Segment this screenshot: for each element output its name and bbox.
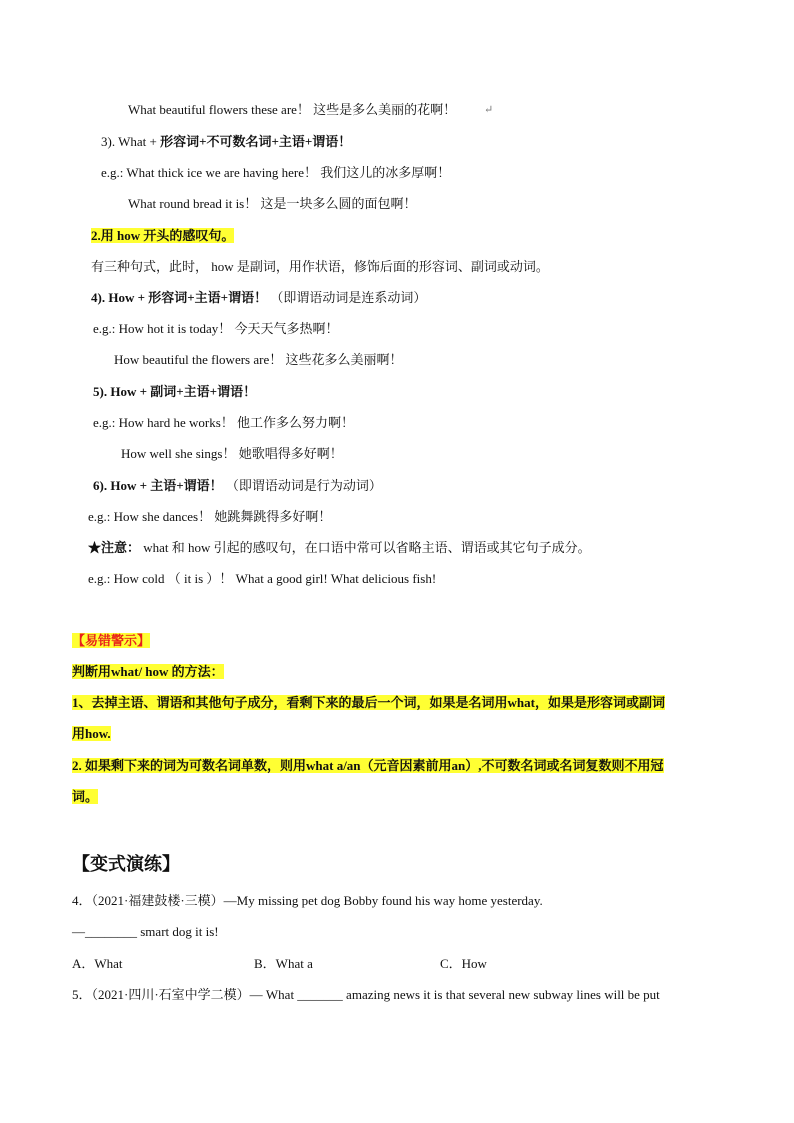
pattern-6-note: （即谓语动词是行为动词） (222, 478, 382, 493)
question-4-answer-line: —________ smart dog it is! (72, 924, 219, 939)
pattern-5-formula: 副词+主语+谓语！ (150, 384, 257, 399)
example-line: e.g.: How hot it is today！ 今天天气多热啊！ (93, 321, 339, 336)
pattern-4-formula: 形容词+主语+谓语！ (148, 290, 268, 305)
paragraph-mark: ↵ (484, 104, 494, 116)
warning-method: 判断用what/ how 的方法： (72, 664, 224, 679)
pattern-5-prefix: 5). How + (93, 384, 151, 399)
pattern-3 (101, 133, 351, 151)
pattern-6-formula: 主语+谓语！ (150, 478, 223, 493)
warning-rule-1-cont: 用how. (72, 726, 111, 741)
pattern-4 (91, 289, 426, 307)
practice-heading: 【变式演练】 (72, 854, 180, 874)
option-b[interactable]: B．What a (254, 956, 313, 971)
pattern-3-prefix: 3). What + (101, 134, 161, 149)
warning-rule-2-cont: 词。 (72, 789, 99, 804)
pattern-4-note: （即谓语动词是连系动词） (267, 290, 427, 305)
question-4: 4．（2021·福建鼓楼·三模）—My missing pet dog Bobby found his way home yesterday. (72, 893, 543, 908)
example-line: How well she sings！ 她歌唱得多好啊！ (121, 446, 343, 461)
example-line: e.g.: How cold （ it is ）！ What a good girl! What delicious fish! (88, 571, 437, 586)
example-line: What round bread it is！ 这是一块多么圆的面包啊！ (128, 196, 417, 211)
example-line: e.g.: How she dances！ 她跳舞跳得多好啊！ (88, 509, 332, 524)
pattern-4-prefix: 4). How + (91, 290, 149, 305)
note-text: what 和 how 引起的感叹句，在口语中常可以省略主语、谓语或其它句子成分。 (140, 540, 591, 555)
option-c[interactable]: C．How (440, 956, 487, 971)
example-line: How beautiful the flowers are！ 这些花多么美丽啊！ (114, 352, 403, 367)
warning-title: 【易错警示】 (72, 633, 151, 648)
example-line: e.g.: How hard he works！ 他工作多么努力啊！ (93, 415, 355, 430)
note-label: ★注意： (88, 540, 141, 555)
warning-rule-1: 1、去掉主语、谓语和其他句子成分，看剩下来的最后一个词，如果是名词用what，如果是形容词或副词 (72, 695, 665, 710)
pattern-3-formula: 形容词+不可数名词+主语+谓语！ (160, 134, 352, 149)
question-4-options (72, 955, 487, 973)
pattern-6-prefix: 6). How + (93, 478, 151, 493)
pattern-6 (93, 477, 382, 495)
option-a[interactable]: A．What (72, 956, 123, 971)
example-line: What beautiful flowers these are！ 这些是多么美丽的花啊！ (128, 102, 457, 117)
description-line: 有三种句式，此时， how 是副词，用作状语，修饰后面的形容词、副词或动词。 (91, 259, 549, 274)
pattern-5 (93, 383, 256, 401)
example-line: e.g.: What thick ice we are having here！ 我们这儿的冰多厚啊！ (101, 165, 451, 180)
section-heading-how: 2.用 how 开头的感叹句。 (91, 228, 235, 243)
question-5: 5．（2021·四川·石室中学二模）— What _______ amazing news it is that several new subway lines will be put (72, 987, 660, 1002)
note-line (88, 539, 591, 557)
warning-rule-2: 2. 如果剩下来的词为可数名词单数，则用what a/an（元音因素前用an）,不可数名词或名词复数则不用冠 (72, 758, 664, 773)
